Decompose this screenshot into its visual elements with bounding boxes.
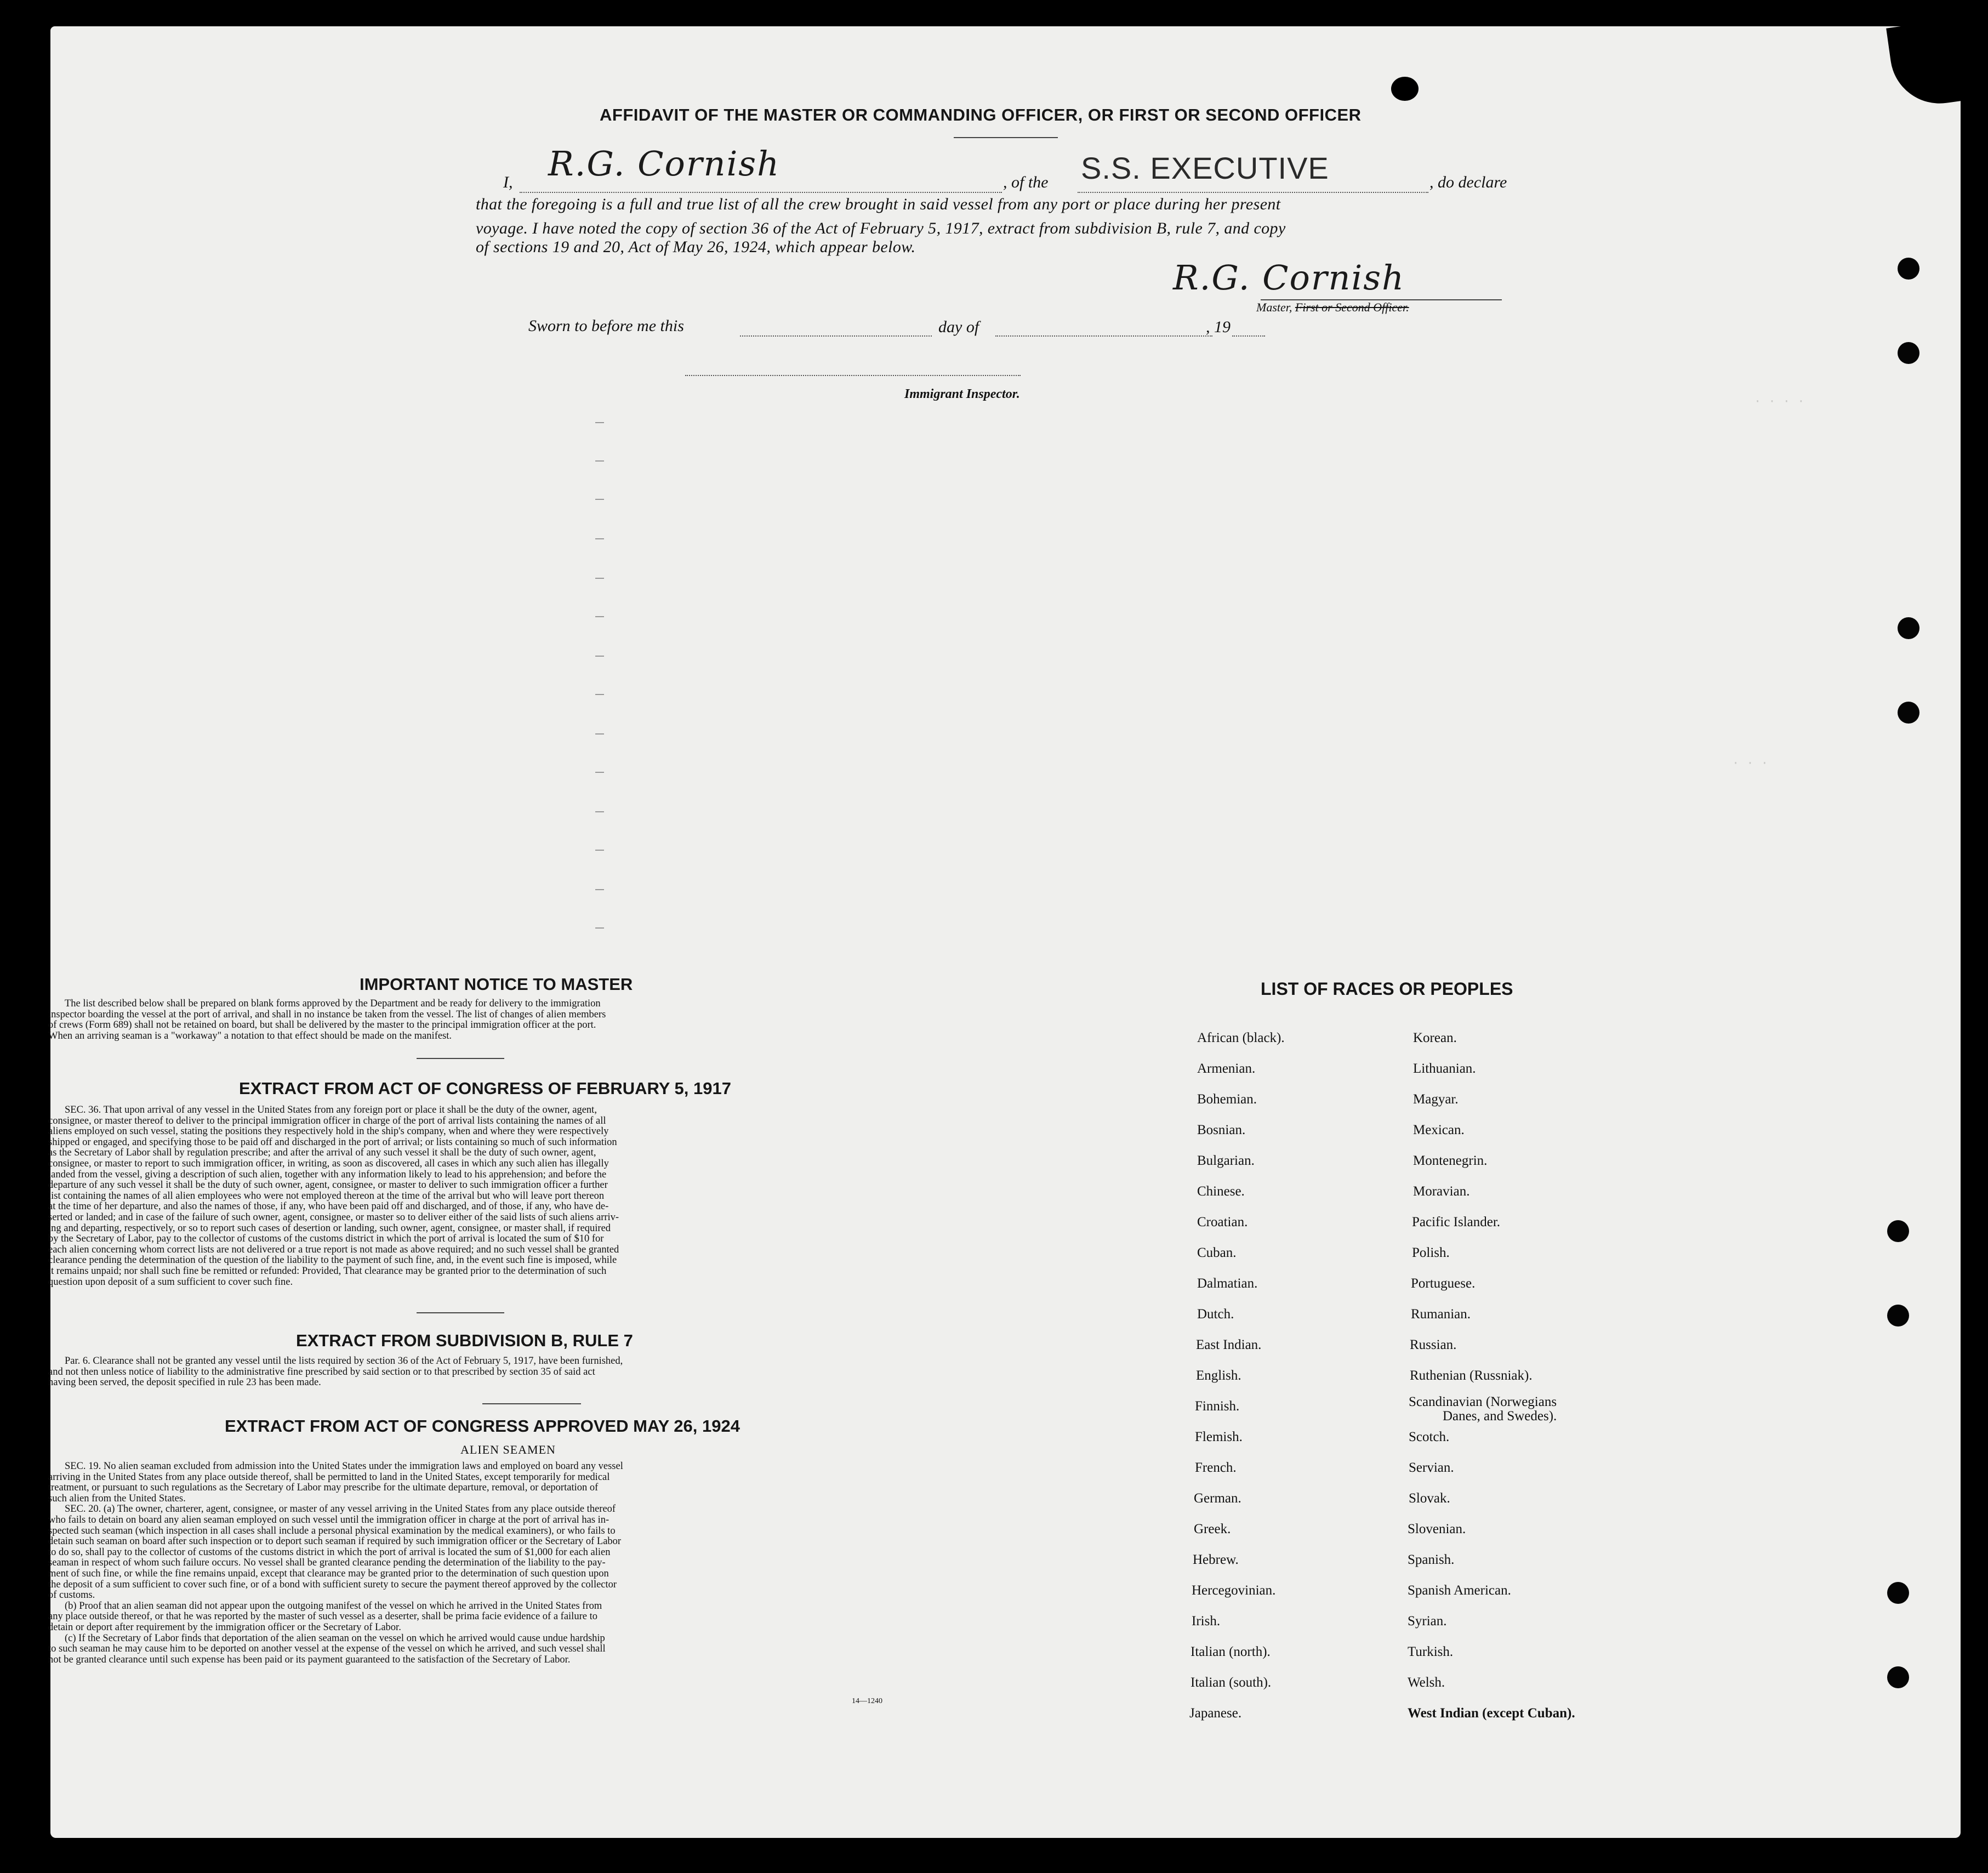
extract-line: as the Secretary of Labor shall by regulation prescribe; and after the arrival of any such vessel it shall be the duty of such owner, agent, [48,1147,596,1159]
race-item: Spanish. [1408,1552,1455,1567]
extract-1924-text [48,1461,925,1665]
race-item: Hercegovinian. [1192,1583,1276,1598]
day-of-label: day of [938,318,979,336]
do-declare-label: , do declare [1429,173,1507,191]
master-signature: R.G. Cornish [1173,258,1405,298]
affidavit-line-2: that the foregoing is a full and true list of all the crew brought in said vessel from any port or place during her present [476,195,1281,213]
rule7-text [48,1356,925,1388]
punch-hole [1391,77,1419,101]
notice-line: of crews (Form 689) shall not be retained on board, but shall be delivered by the master to the principal immigration officer at the port. [48,1020,596,1031]
extract-line: (c) If the Secretary of Labor finds that deportation of the alien seaman on the vessel on which he arrived would cause undue hardship [65,1632,605,1644]
race-item: West Indian (except Cuban). [1408,1706,1575,1721]
extract-line: (b) Proof that an alien seaman did not appear upon the outgoing manifest of the vessel on which he arrived in the United States from [65,1600,602,1612]
struck-role-text: First or Second Officer. [1295,300,1409,314]
binder-hole [1898,342,1919,364]
bleed-through-marks: · · · · [1754,395,1805,408]
year-prefix: , 19 [1206,318,1231,336]
row-tick [595,694,604,695]
section-rule [417,1058,504,1059]
race-item: Korean. [1413,1031,1457,1045]
bleed-through-marks: · · · [1732,756,1769,770]
race-item: Spanish American. [1408,1583,1511,1598]
affidavit-line-3: voyage. I have noted the copy of section 36 of the Act of February 5, 1917, extract from subdivision B, rule 7, and copy [476,219,1286,237]
row-tick [595,889,604,890]
extract-line: consignee, or master to report to such immigration officer, in writing, as soon as discovered, all cases in which any such alien has illegally [48,1158,609,1169]
rule7-line: Par. 6. Clearance shall not be granted any vessel until the lists required by section 36 of the Act of February 5, 1917, have been furnished, [65,1356,623,1367]
extract-line: shipped or engaged, and specifying those to be paid off and discharged in the port of arrival; or lists containing so much of such information [48,1136,617,1148]
extract-line: detain or deport after requirement by the immigration officer or the Secretary of Labor. [48,1621,401,1633]
notice-line: The list described below shall be prepared on blank forms approved by the Department and be ready for delivery to the immigration [65,998,601,1009]
race-item: Syrian. [1408,1614,1447,1629]
extract-line: serted or landed; and in case of the failure of such owner, agent, consignee, or master so to deliver either of the said lists of such aliens arriv- [48,1211,619,1223]
extract-line: by the Secretary of Labor, pay to the collector of customs of the customs district in which the port of arrival is located the sum of $10 for [48,1233,604,1245]
race-item: Bohemian. [1197,1092,1257,1107]
race-item: Portuguese. [1411,1276,1476,1291]
extract-line: list containing the names of all alien employees who were not employed thereon at the time of the arrival but who will leave port thereon [48,1190,605,1202]
race-item: English. [1196,1368,1241,1383]
extract-1924-title: EXTRACT FROM ACT OF CONGRESS APPROVED MAY 26, 1924 [225,1416,740,1436]
section-rule [417,1312,504,1313]
race-item: Bosnian. [1197,1123,1246,1137]
race-item: Dalmatian. [1197,1276,1258,1291]
race-item: Hebrew. [1193,1552,1239,1567]
form-number: 14—1240 [852,1697,882,1705]
row-tick [595,772,604,773]
race-item: Armenian. [1197,1061,1256,1076]
race-item: African (black). [1197,1031,1285,1045]
title-rule [954,137,1058,138]
vessel-name: S.S. EXECUTIVE [1081,151,1329,185]
extract-line: arriving in the United States from any place outside thereof, shall be permitted to land in the United States, except temporarily for medical [48,1471,610,1483]
race-item: East Indian. [1196,1337,1262,1352]
race-item: Scandinavian (Norwegians [1409,1394,1557,1409]
race-item: Rumanian. [1411,1307,1471,1322]
race-item: Dutch. [1197,1307,1234,1322]
extract-line: of customs. [48,1590,95,1601]
race-item: Turkish. [1408,1644,1454,1659]
races-title: LIST OF RACES OR PEOPLES [1261,979,1513,999]
binder-hole [1898,702,1919,724]
of-the-label: , of the [1003,173,1049,191]
extract-line: any place outside thereof, or that he was reported by the master of such vessel as a deserter, shall be prima facie evidence of a failure to [48,1611,597,1622]
rule7-title: EXTRACT FROM SUBDIVISION B, RULE 7 [296,1331,633,1350]
notice-line: inspector boarding the vessel at the port of arrival, and shall in no instance be taken from the vessel. The list of changes of alien members [48,1009,606,1020]
race-item: Montenegrin. [1413,1153,1488,1168]
row-tick [595,927,604,929]
extract-line: ing and departing, respectively, or so to report such cases of desertion or landing, such owner, agent, consignee, or master shall, if required [48,1222,611,1234]
master-role-text: Master, [1256,300,1292,314]
affidavit-title: AFFIDAVIT OF THE MASTER OR COMMANDING OFFICER, OR FIRST OR SECOND OFFICER [600,105,1362,124]
extract-line: departure of any such vessel it shall be the duty of such owner, agent, consignee, or master to deliver to such immigration officer a further [48,1180,608,1191]
i-label: I, [503,173,513,191]
notice-title: IMPORTANT NOTICE TO MASTER [360,975,633,994]
rule7-line: and not then unless notice of liability to the administrative fine prescribed by said section or to that prescribed by section 35 of said act [48,1366,595,1377]
race-item: German. [1194,1491,1241,1506]
race-item: Irish. [1192,1614,1221,1629]
race-item: Finnish. [1195,1399,1240,1414]
race-item: Mexican. [1413,1123,1465,1137]
race-item: Italian (north). [1190,1644,1271,1659]
row-tick [595,578,604,579]
alien-seamen-subtitle: ALIEN SEAMEN [460,1443,556,1456]
race-item: Greek. [1194,1522,1231,1536]
binder-hole [1887,1666,1909,1688]
notice-line: When an arriving seaman is a "workaway" a notation to that effect should be made on the manifest. [48,1030,452,1041]
row-tick [595,499,604,500]
race-item: Lithuanian. [1413,1061,1476,1076]
extract-line: at the time of her departure, and also the names of those, if any, who have been paid off and discharged, and of those, if any, who have de- [48,1201,609,1212]
extract-line: question upon deposit of a sum sufficient to cover such fine. [48,1276,293,1288]
extract-line: treatment, or pursuant to such regulations as the Secretary of Labor may prescribe for the ultimate departure, removal, or deportation of [48,1482,599,1494]
extract-line: SEC. 19. No alien seaman excluded from admission into the United States under the immigration laws and employed on board any vessel [65,1461,623,1472]
race-item: Italian (south). [1190,1675,1272,1690]
race-item: Magyar. [1413,1092,1459,1107]
extract-line: consignee, or master thereof to deliver to the principal immigration officer in charge of the port of arrival lists containing the names of all [48,1115,606,1126]
extract-line: who fails to detain on board any alien seaman employed on such vessel until the immigration officer in charge at the port of arrival has in- [48,1514,609,1525]
row-tick [595,733,604,735]
extract-1917-title: EXTRACT FROM ACT OF CONGRESS OF FEBRUARY 5, 1917 [239,1079,731,1098]
master-role [1256,300,1409,315]
race-item: Servian. [1409,1460,1454,1475]
inspector-line [685,375,1021,376]
race-item: Croatian. [1197,1215,1248,1229]
extract-line: seaman in respect of whom such failure occurs. No vessel shall be granted clearance pending the determination of the liability to the pay- [48,1557,606,1569]
row-tick [595,656,604,657]
race-item: Cuban. [1197,1245,1237,1260]
race-item: Moravian. [1413,1184,1470,1199]
race-item: Slovenian. [1408,1522,1466,1536]
binder-hole [1887,1305,1909,1327]
race-item: Ruthenian (Russniak). [1410,1368,1533,1383]
race-item: Flemish. [1195,1430,1243,1444]
year-line [1232,335,1265,337]
extract-line: not be granted clearance until such expense has been paid or its payment guaranteed to the satisfaction of the Secretary of Labor. [48,1654,571,1665]
race-item: Danes, and Swedes). [1443,1409,1557,1424]
affidavit-line-4: of sections 19 and 20, Act of May 26, 1924, which appear below. [476,238,916,256]
race-item: Bulgarian. [1197,1153,1255,1168]
notice-text [48,999,925,1041]
extract-line: to do so, shall pay to the collector of customs of the customs district in which the port of arrival is located the sum of $1,000 for each alien [48,1546,611,1558]
binder-hole [1898,617,1919,639]
sworn-day-line [740,335,932,337]
rule7-line: having been served, the deposit specified in rule 23 has been made. [48,1377,321,1388]
sworn-month-line [995,335,1212,337]
extract-line: to such seaman he may cause him to be deported on another vessel at the expense of the vessel on which he arrived, and such vessel shall [48,1643,606,1655]
signature-line [520,192,1002,193]
vessel-line [1078,192,1428,193]
race-item: Slovak. [1409,1491,1450,1506]
binder-hole [1898,258,1919,280]
race-item: Chinese. [1197,1184,1245,1199]
extract-line: spected such seaman (which inspection in all cases shall include a personal physical examination by the medical examiners), or who fails to [48,1525,616,1536]
sworn-label: Sworn to before me this [528,317,684,335]
race-item: Scotch. [1409,1430,1450,1444]
extract-line: SEC. 36. That upon arrival of any vessel in the United States from any foreign port or place it shall be the duty of the owner, agent, [65,1105,597,1115]
extract-line: detain such seaman on board after such inspection or to deport such seaman if required by such immigration officer or the Secretary of Labor [48,1536,622,1547]
row-tick [595,538,604,539]
extract-line: it remains unpaid; nor shall such fine be remitted or refunded: Provided, That clearance may be granted prior to the determination of such [48,1265,607,1277]
extract-line: such alien from the United States. [48,1493,186,1504]
extract-line: aliens employed on such vessel, stating the positions they respectively hold in the ship's company, when and where they were respectively [48,1126,609,1137]
extract-line: clearance pending the determination of the question of the liability to the payment of such fine, and, in the event such fine is imposed, while [48,1255,617,1266]
row-tick [595,616,604,617]
row-tick [595,422,604,423]
race-item: Japanese. [1189,1706,1242,1721]
row-tick [595,460,604,462]
race-item: Russian. [1410,1337,1457,1352]
extract-line: ment of such fine, or while the fine remains unpaid, except that clearance may be granted prior to the determination of such question upon [48,1568,609,1579]
binder-hole [1887,1220,1909,1242]
extract-line: the deposit of a sum sufficient to cover such fine, or of a bond with sufficient surety to secure the payment thereof approved by the collector [48,1579,617,1590]
section-rule [482,1403,581,1404]
row-tick [595,811,604,812]
extract-line: SEC. 20. (a) The owner, charterer, agent, consignee, or master of any vessel arriving in the United States from any place outside thereof [65,1504,616,1515]
race-item: Welsh. [1408,1675,1445,1690]
row-tick [595,850,604,851]
officer-signature: R.G. Cornish [548,144,781,184]
extract-1917-text [48,1105,925,1288]
binder-hole [1887,1582,1909,1604]
race-item: Polish. [1412,1245,1450,1260]
extract-line: landed from the vessel, giving a description of such alien, together with any information likely to lead to his apprehension; and before the [48,1169,607,1180]
inspector-label: Immigrant Inspector. [904,387,1020,401]
race-item: French. [1195,1460,1237,1475]
race-item: Pacific Islander. [1412,1215,1501,1229]
extract-line: each alien concerning whom correct lists are not delivered or a true report is not made as above required; and no such vessel shall be granted [48,1244,619,1255]
